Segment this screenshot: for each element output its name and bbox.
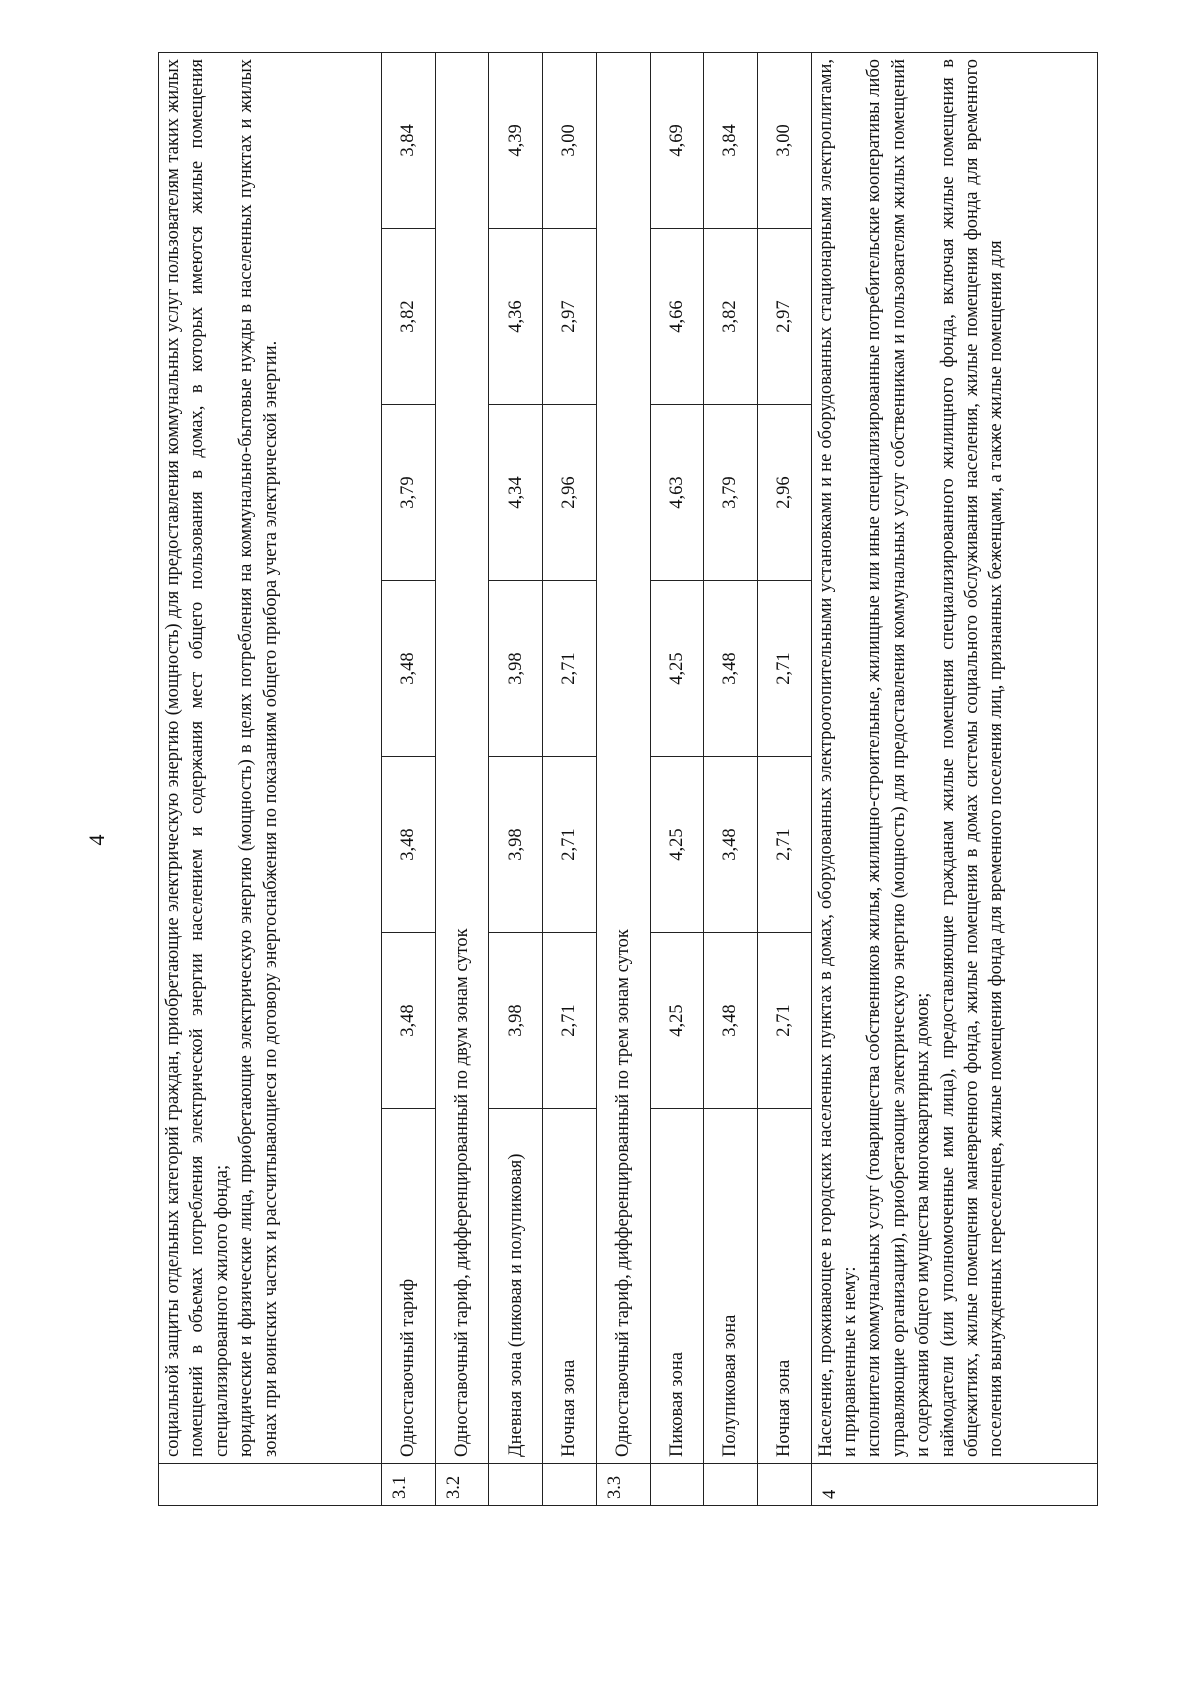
- table-row-intro: [159, 52, 382, 1505]
- value-cell: 2,71: [757, 933, 811, 1109]
- value-cell: 3,00: [757, 52, 811, 228]
- table-row: [543, 52, 597, 1505]
- page-number: 4: [84, 834, 109, 846]
- value-cell: 2,71: [543, 933, 597, 1109]
- table-row: [704, 52, 758, 1505]
- value-cell: 2,97: [543, 229, 597, 405]
- row-label: Пиковая зона: [650, 1109, 704, 1464]
- row-label: Полупиковая зона: [704, 1109, 758, 1464]
- section-4-paragraph: наймодатели (или уполномоченные ими лица), предоставляющие гражданам жилые помещения специализированного жилищного фонда, включая жилые помещения в общежитиях, жилые помещения маневренного фонда, жилые помещения в домах системы социального обслуживания населения, жилые помещения фонда для временного поселения вынужденных переселенцев, жилые помещения фонда для временного поселения лиц, признанных беженцами, а также жилые помещения для: [937, 58, 1007, 1457]
- row-number: 3.1: [382, 1464, 436, 1506]
- value-cell: 2,71: [543, 757, 597, 933]
- table-row: [757, 52, 811, 1505]
- table-row: [382, 52, 436, 1505]
- value-cell: 4,69: [650, 52, 704, 228]
- tariff-table-container: [158, 58, 1098, 1506]
- table-row-header: [596, 52, 650, 1505]
- value-cell: 3,48: [382, 757, 436, 933]
- row-number: [543, 1464, 597, 1506]
- value-cell: 3,98: [489, 933, 543, 1109]
- value-cell: 4,34: [489, 405, 543, 581]
- value-cell: 3,48: [382, 933, 436, 1109]
- value-cell: 4,66: [650, 229, 704, 405]
- row-number: [650, 1464, 704, 1506]
- table-row: [489, 52, 543, 1505]
- section-header: Одноставочный тариф, дифференцированный по трем зонам суток: [596, 52, 650, 1463]
- value-cell: 2,97: [757, 229, 811, 405]
- value-cell: 4,36: [489, 229, 543, 405]
- value-cell: 2,71: [757, 581, 811, 757]
- row-number: 3.2: [435, 1464, 489, 1506]
- row-label: Дневная зона (пиковая и полупиковая): [489, 1109, 543, 1464]
- row-label: Ночная зона: [757, 1109, 811, 1464]
- value-cell: 3,98: [489, 757, 543, 933]
- row-number: [757, 1464, 811, 1506]
- intro-text-cell: [159, 52, 382, 1463]
- value-cell: 3,98: [489, 581, 543, 757]
- value-cell: 3,84: [382, 52, 436, 228]
- row-label: Ночная зона: [543, 1109, 597, 1464]
- value-cell: 3,79: [704, 405, 758, 581]
- row-label: Одноставочный тариф: [382, 1109, 436, 1464]
- table-row-header: [435, 52, 489, 1505]
- row-number-cell: [159, 1464, 382, 1506]
- value-cell: 3,82: [704, 229, 758, 405]
- section-4-paragraph: исполнители коммунальных услуг (товарищества собственников жилья, жилищно-строительные, жилищные или иные специализированные потребительские кооперативы либо управляющие организации), приобретающие электрическую энергию (мощность) для предоставления коммунальных услуг собственникам и пользователям жилых помещений и содержания общего имущества многоквартирных домов;: [864, 58, 934, 1457]
- value-cell: 4,25: [650, 581, 704, 757]
- value-cell: 2,96: [757, 405, 811, 581]
- row-number: [704, 1464, 758, 1506]
- section-header: Одноставочный тариф, дифференцированный по двум зонам суток: [435, 52, 489, 1463]
- value-cell: 3,48: [704, 581, 758, 757]
- value-cell: 4,63: [650, 405, 704, 581]
- value-cell: 3,00: [543, 52, 597, 228]
- tariff-table: [158, 52, 1098, 1506]
- section-4-text-cell: [811, 52, 1097, 1463]
- value-cell: 3,48: [382, 581, 436, 757]
- value-cell: 2,96: [543, 405, 597, 581]
- intro-paragraph: социальной защиты отдельных категорий граждан, приобретающие электрическую энергию (мощность) для предоставления коммунальных услуг пользователям таких жилых помещений в объемах потребления электрической энергии населением и содержания мест общего пользования в домах, в которых имеются жилые помещения специализированного жилого фонда;: [163, 58, 232, 1457]
- value-cell: 3,79: [382, 405, 436, 581]
- section-4-paragraph: Население, проживающее в городских населенных пунктах в домах, оборудованных электроотопительными установками и не оборудованных стационарными электроплитами, и приравненные к нему:: [815, 58, 861, 1457]
- row-number: 4: [811, 1464, 1097, 1506]
- intro-paragraph: юридические и физические лица, приобретающие электрическую энергию (мощность) в целях потребления на коммунально-бытовые нужды в населенных пунктах и жилых зонах при воинских частях и рассчитывающиеся по договору энергоснабжения по показаниям общего прибора учета электрической энергии.: [236, 58, 281, 1457]
- value-cell: 4,25: [650, 757, 704, 933]
- value-cell: 3,82: [382, 229, 436, 405]
- value-cell: 2,71: [757, 757, 811, 933]
- table-row-section-4: [811, 52, 1097, 1505]
- value-cell: 2,71: [543, 581, 597, 757]
- value-cell: 3,48: [704, 757, 758, 933]
- table-row: [650, 52, 704, 1505]
- value-cell: 4,39: [489, 52, 543, 228]
- value-cell: 4,25: [650, 933, 704, 1109]
- row-number: [489, 1464, 543, 1506]
- row-number: 3.3: [596, 1464, 650, 1506]
- value-cell: 3,84: [704, 52, 758, 228]
- value-cell: 3,48: [704, 933, 758, 1109]
